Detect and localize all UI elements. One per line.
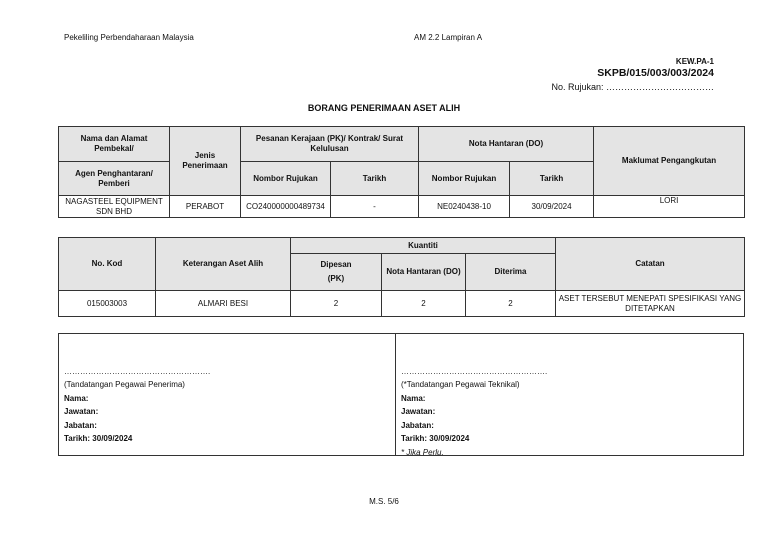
do-number-cell: NE0240438-10 [419, 196, 510, 218]
receiver-signature-box [58, 333, 396, 456]
reference-number: SKPB/015/003/003/2024 [597, 67, 714, 79]
technical-signature-line: ………………………………………………. [401, 367, 548, 376]
pk-number-header: Nombor Rujukan [241, 162, 331, 196]
kod-header: No. Kod [59, 238, 156, 291]
page-number: M.S. 5/6 [369, 497, 399, 506]
pk-header: Pesanan Kerajaan (PK)/ Kontrak/ Surat Kelulusan [241, 127, 419, 162]
receiver-nama: Nama: [64, 393, 89, 403]
supplier-cell: NAGASTEEL EQUIPMENT SDN BHD [59, 196, 170, 218]
jenis-cell: PERABOT [170, 196, 241, 218]
asset-table [58, 237, 745, 317]
kod-cell: 015003003 [59, 291, 156, 317]
appendix-label: AM 2.2 Lampiran A [414, 33, 483, 42]
receiver-signature-line: ………………………………………………. [64, 367, 211, 376]
technical-jabatan: Jabatan: [401, 420, 434, 430]
technical-role: (*Tandatangan Pegawai Teknikal) [401, 380, 520, 389]
circular-title: Pekeliling Perbendaharaan Malaysia [64, 33, 194, 42]
dipesan-header [291, 254, 382, 291]
technical-note: * Jika Perlu. [401, 447, 444, 457]
do-date-cell: 30/09/2024 [510, 196, 594, 218]
description-header: Keterangan Aset Alih [156, 238, 291, 291]
form-title: BORANG PENERIMAAN ASET ALIH [307, 103, 461, 113]
supplier-header-1: Nama dan Alamat Pembekal/ [59, 127, 170, 162]
transport-cell: LORI [594, 196, 745, 218]
nota-hantaran-header: Nota Hantaran (DO) [382, 254, 466, 291]
technical-tarikh: Tarikh: 30/09/2024 [401, 434, 470, 443]
form-code: KEW.PA-1 [675, 57, 714, 66]
catatan-cell: ASET TERSEBUT MENEPATI SPESIFIKASI YANG DITETAPKAN [556, 291, 745, 317]
technical-nama: Nama: [401, 393, 426, 403]
no-rujukan-field: No. Rujukan: ……………………………… [551, 82, 714, 92]
pk-date-cell: - [331, 196, 419, 218]
do-header: Nota Hantaran (DO) [419, 127, 594, 162]
receiver-jabatan: Jabatan: [64, 420, 97, 430]
dipesan-cell: 2 [291, 291, 382, 317]
do-number-header: Nombor Rujukan [419, 162, 510, 196]
supplier-header-2: Agen Penghantaran/ Pemberi [59, 162, 170, 196]
transport-header: Maklumat Pengangkutan [594, 127, 745, 196]
description-cell: ALMARI BESI [156, 291, 291, 317]
catatan-header: Catatan [556, 238, 745, 291]
jenis-header: Jenis Penerimaan [170, 127, 241, 196]
kuantiti-header: Kuantiti [291, 238, 556, 254]
pk-number-cell: CO240000000489734 [241, 196, 331, 218]
nota-hantaran-cell: 2 [382, 291, 466, 317]
delivery-table [58, 126, 745, 218]
dipesan-header-line1: Dipesan [320, 260, 352, 269]
technical-jawatan: Jawatan: [401, 407, 436, 416]
diterima-cell: 2 [466, 291, 556, 317]
pk-date-header: Tarikh [331, 162, 419, 196]
receiver-tarikh: Tarikh: 30/09/2024 [64, 434, 133, 443]
do-date-header: Tarikh [510, 162, 594, 196]
receiver-jawatan: Jawatan: [64, 407, 99, 416]
diterima-header: Diterima [466, 254, 556, 291]
receiver-role: (Tandatangan Pegawai Penerima) [64, 380, 185, 389]
dipesan-header-line2: (PK) [327, 274, 345, 283]
technical-signature-box [395, 333, 744, 456]
